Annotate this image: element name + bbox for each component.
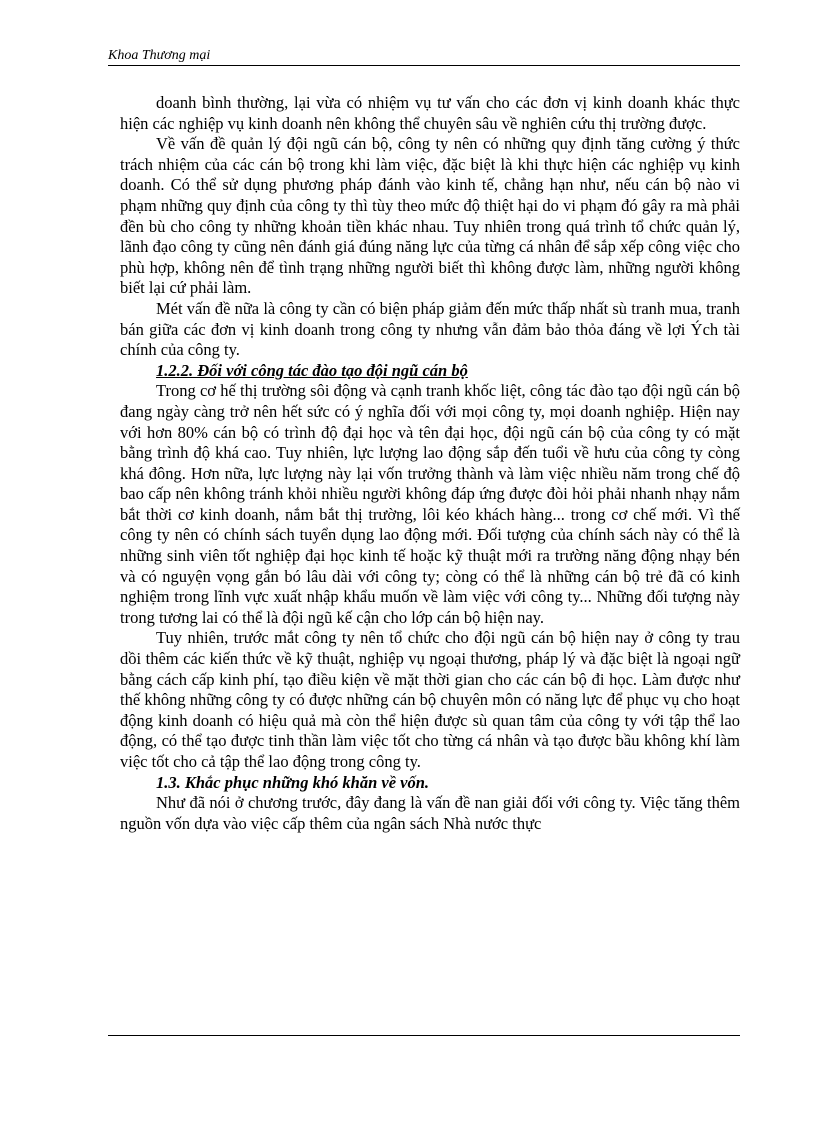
- section-heading-1-3: 1.3. Khắc phục những khó khăn về vốn.: [156, 772, 430, 792]
- header-divider: [108, 65, 740, 66]
- paragraph-1: doanh bình thường, lại vừa có nhiệm vụ tư vấn cho các đơn vị kinh doanh khác thực hiện các nghiệp vụ kinh doanh nên không thể chuyên sâu về nghiên cứu thị trường được.: [120, 93, 740, 133]
- page-header: Khoa Thương mại: [108, 48, 211, 63]
- footer-divider: [108, 1035, 740, 1036]
- paragraph-3: Mét vấn đề nữa là công ty cần có biện pháp giảm đến mức thấp nhất sù tranh mua, tranh bán giữa các đơn vị kinh doanh trong công ty nhưng vẫn đảm bảo thỏa đáng về lợi Ých tài chính của công ty.: [120, 298, 740, 360]
- paragraph-2: Về vấn đề quản lý đội ngũ cán bộ, công ty nên có những quy định tăng cường ý thức trách nhiệm của các cán bộ trong khi làm việc, đặc biệt là khi thực hiện các nghiệp vụ kinh doanh. Có thể sử dụng phương pháp đánh vào kinh tế, chẳng hạn như, nếu cán bộ nào vi phạm những quy định của công ty thì tùy theo mức độ thiệt hại do vi phạm đó gây ra mà phải đền bù cho công ty những khoản tiền khác nhau. Tuy nhiên trong quá trình tổ chức quản lý, lãnh đạo công ty cũng nên đánh giá đúng năng lực của từng cá nhân để sắp xếp công việc cho phù hợp, không nên để tình trạng những người biết thì không được làm, những người không biết lại cứ phải làm.: [120, 134, 740, 298]
- paragraph-4: Trong cơ hế thị trường sôi động và cạnh tranh khốc liệt, công tác đào tạo đội ngũ cán bộ đang ngày càng trở nên hết sức có ý nghĩa đối với mọi công ty, mọi doanh nghiệp. Hiện nay với hơn 80% cán bộ có trình độ đại học và tên đại học, đội ngũ cán bộ của công ty có mặt bằng trình độ khá cao. Tuy nhiên, lực lượng lao động sắp đến tuổi về hưu của công ty còng khá đông. Hơn nữa, lực lượng này lại vốn trưởng thành và làm việc nhiều năm trong chế độ bao cấp nên không tránh khỏi nhiều người không đáp ứng được đòi hỏi phải nhanh nhạy nắm bắt thời cơ kinh doanh, nắm bắt thị trường, lôi kéo khách hàng... trong cơ chế mới. Vì thế công ty nên có chính sách tuyển dụng lao động mới. Đối tượng của chính sách này có thể là những sinh viên tốt nghiệp đại học kinh tế hoặc kỹ thuật mới ra trường năng động nhạy bén và có nguyện vọng gắn bó lâu dài với công ty; còng có thể là những cán bộ trẻ đã có kinh nghiệm trong lĩnh vực xuất nhập khẩu muốn về làm việc với công ty... Những đối tượng này trong tương lai có thể là đội ngũ kế cận cho lớp cán bộ hiện nay.: [120, 381, 740, 627]
- paragraph-6: Như đã nói ở chương trước, đây đang là vấn đề nan giải đối với công ty. Việc tăng thêm nguồn vốn dựa vào việc cấp thêm của ngân sách Nhà nước thực: [120, 793, 740, 833]
- section-heading-1-2-2: 1.2.2. Đối với công tác đào tạo đội ngũ cán bộ: [156, 360, 468, 380]
- document-body: [120, 93, 740, 834]
- paragraph-5: Tuy nhiên, trước mắt công ty nên tổ chức cho đội ngũ cán bộ hiện nay ở công ty trau dồi thêm các kiến thức về kỹ thuật, nghiệp vụ ngoại thương, pháp lý và đặc biệt là ngoại ngữ bằng cách cấp kinh phí, tạo điều kiện về mặt thời gian cho các cán bộ đi học. Làm được như thế không những công ty có được những cán bộ chuyên môn có năng lực để phục vụ cho hoạt động kinh doanh có hiệu quả mà còn thể hiện được sù quan tâm của công ty với tập thể lao động, có thể tạo được tinh thần làm việc tốt cho từng cá nhân và tạo được bầu không khí làm việc tốt cho cả tập thể lao động trong công ty.: [120, 628, 740, 771]
